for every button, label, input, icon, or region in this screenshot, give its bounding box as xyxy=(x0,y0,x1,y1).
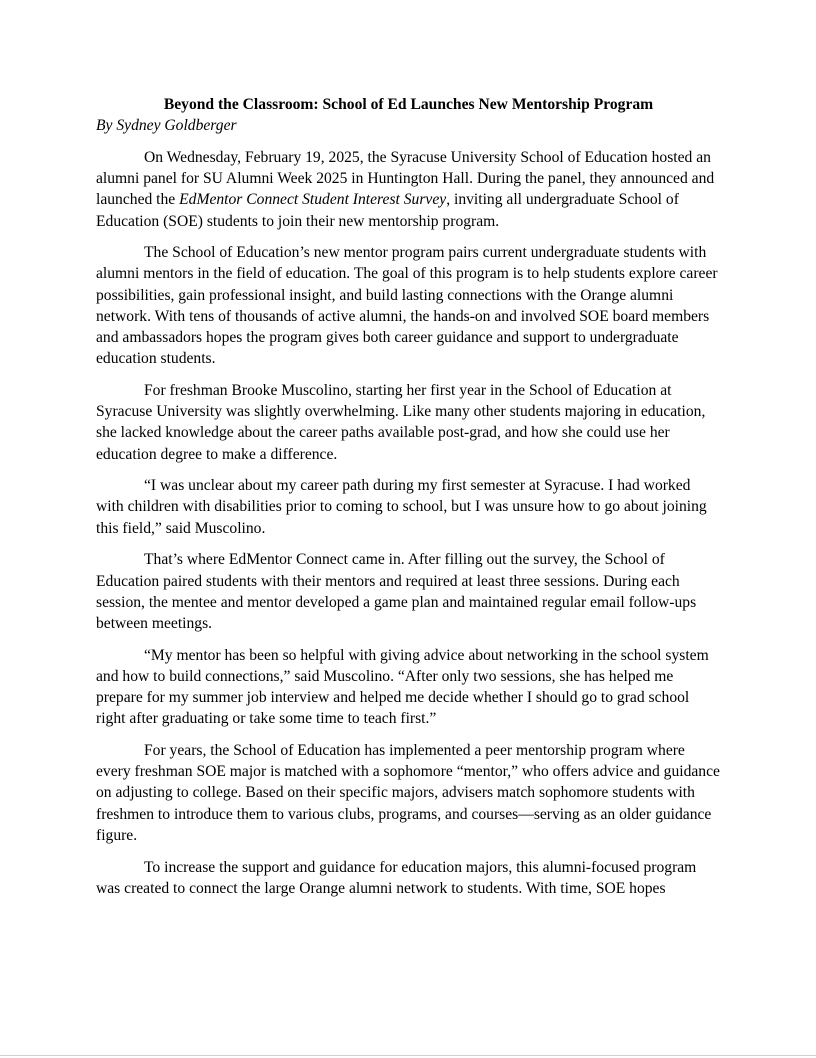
paragraph-8: To increase the support and guidance for education majors, this alumni-focused program was created to connect the large Orange alumni network to students. With time, SOE hopes xyxy=(96,858,697,897)
paragraph-1 xyxy=(96,147,721,232)
page-bottom-edge xyxy=(0,1055,816,1056)
article-byline: By Sydney Goldberger xyxy=(96,117,237,135)
article-body xyxy=(96,94,721,909)
paragraph-1-text-b: , inviting all undergraduate School of Education (SOE) students to join their new mentorship program. xyxy=(96,191,679,230)
survey-name: EdMentor Connect Student Interest Survey xyxy=(179,191,447,209)
article-title: Beyond the Classroom: School of Ed Launches New Mentorship Program xyxy=(163,96,654,113)
paragraph-4: “I was unclear about my career path during my first semester at Syracuse. I had worked with children with disabilities prior to coming to school, but I was unsure how to go about joining this field,” said Muscolino. xyxy=(96,477,707,537)
paragraph-3: For freshman Brooke Muscolino, starting her first year in the School of Education at Syracuse University was slightly overwhelming. Like many other students majoring in education, she lacked knowledge about the career paths available post-grad, and how she could use her education degree to make a difference. xyxy=(96,381,706,463)
paragraph-6: “My mentor has been so helpful with giving advice about networking in the school system and how to build connections,” said Muscolino. “After only two sessions, she has helped me prepare for my summer job interview and helped me decide whether I should go to grad school right after graduating or take some time to teach first.” xyxy=(96,646,709,728)
paragraph-5: That’s where EdMentor Connect came in. After filling out the survey, the School of Education paired students with their mentors and required at least three sessions. During each session, the mentee and mentor developed a game plan and maintained regular email follow-ups between meetings. xyxy=(96,551,697,632)
paragraph-2: The School of Education’s new mentor program pairs current undergraduate students with alumni mentors in the field of education. The goal of this program is to help students explore career possibilities, gain professional insight, and build lasting connections with the Orange alumni network. With tens of thousands of active alumni, the hands-on and involved SOE board members and ambassadors hopes the program gives both career guidance and support to undergraduate education students. xyxy=(96,244,718,368)
paragraph-1-text-a: On Wednesday, February 19, 2025, the Syracuse University School of Education hosted an alumni panel for SU Alumni Week 2025 in Huntington Hall. During the panel, they announced and launched the xyxy=(96,148,715,209)
paragraph-7: For years, the School of Education has implemented a peer mentorship program where every freshman SOE major is matched with a sophomore “mentor,” who offers advice and guidance on adjusting to college. Based on their specific majors, advisers match sophomore students with freshmen to introduce them to various clubs, programs, and courses—serving as an older guidance figure. xyxy=(96,741,720,844)
